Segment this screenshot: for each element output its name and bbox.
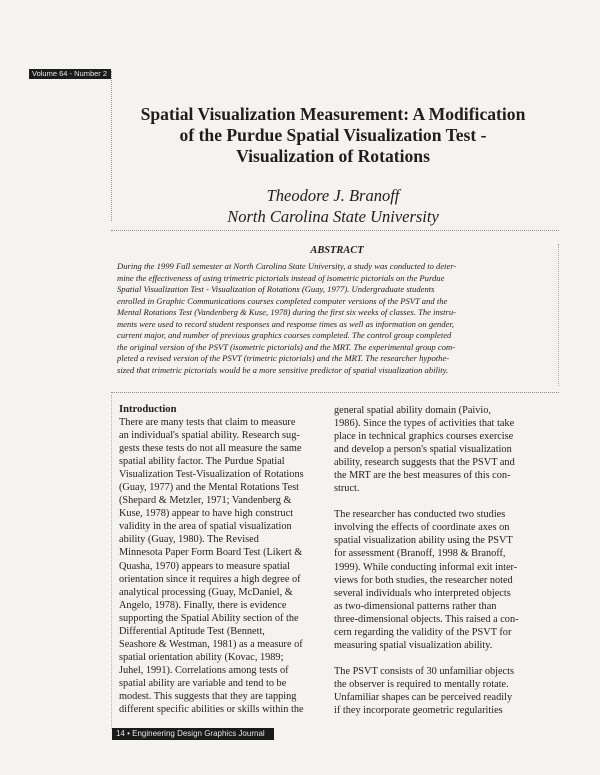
body-line: 1999). While conducting informal exit inter- — [334, 561, 518, 573]
body-line: for assessment (Branoff, 1998 & Branoff, — [334, 548, 506, 560]
body-line: Juhel, 1991). Correlations among tests of — [119, 664, 289, 676]
abstract-line: During the 1999 Fall semester at North Carolina State University, a study was conducted to deter- — [117, 261, 457, 271]
body-line: Minnesota Paper Form Board Test (Likert & — [119, 547, 303, 559]
body-line: ability (Guay, 1980). The Revised — [119, 534, 259, 546]
abstract-heading: ABSTRACT — [310, 245, 364, 256]
body-line: place in technical graphics courses exercise — [334, 431, 514, 443]
page-footer: 14 • Engineering Design Graphics Journal — [112, 728, 274, 740]
article-title — [113, 104, 553, 167]
abstract-line: sized that trimetric pictorials would be a more sensitive predictor of spatial visualization ability. — [117, 364, 449, 375]
body-line: spatial ability are variable and tend to be — [119, 677, 287, 689]
abstract-line: mine the effectiveness of using trimetric pictorials instead of isometric pictorials on the Purdue — [117, 272, 445, 283]
abstract-line: ments were used to record student responses and response times as well as information on gender, — [117, 318, 454, 329]
body-line: views for both studies, the researcher noted — [334, 574, 513, 586]
body-line: gests these tests do not all measure the same — [119, 443, 302, 455]
body-line: an individual's spatial ability. Research sug- — [119, 430, 300, 442]
body-line: cern regarding the validity of the PSVT for — [334, 626, 512, 638]
body-line: analytical processing (Guay, McDaniel, & — [119, 586, 293, 598]
body-line: general spatial ability domain (Paivio, — [334, 405, 491, 416]
abstract-divider — [111, 392, 559, 393]
abstract-line: current major, and number of previous graphics courses completed. The control group completed — [117, 330, 452, 341]
title-divider — [111, 230, 559, 231]
author-name: Theodore J. Branoff — [266, 186, 400, 205]
body-line: struct. — [334, 483, 360, 495]
body-line: Quasha, 1970) appears to measure spatial — [119, 560, 290, 572]
body-line: the MRT are the best measures of this con- — [334, 470, 511, 482]
body-line: several individuals who interpreted objects — [334, 587, 511, 599]
body-line: 1986). Since the types of activities that take — [334, 418, 515, 430]
left-column — [119, 404, 328, 716]
abstract-line: pleted a revised version of the PSVT (trimetric pictorials) and the MRT. The researcher hypothe- — [117, 353, 450, 364]
body-line: involving the effects of coordinate axes on — [334, 522, 510, 534]
body-line: supporting the Spatial Ability section of the — [119, 612, 299, 624]
body-line: Angelo, 1978). Finally, there is evidence — [119, 599, 287, 611]
section-heading: Introduction — [119, 404, 177, 415]
body-line: There are many tests that claim to measure — [119, 417, 296, 428]
body-line: different specific abilities or skills within the — [119, 704, 304, 716]
body-line: The researcher has conducted two studies — [334, 509, 506, 521]
left-margin-rule — [111, 71, 112, 221]
right-column — [334, 404, 543, 717]
abstract-line: the original version of the PSVT (isometric pictorials) and the MRT. The experimental group com- — [117, 341, 456, 352]
author-affiliation: North Carolina State University — [227, 207, 439, 226]
body-line: Kuse, 1978) appear to have high construct — [119, 508, 294, 520]
abstract — [117, 245, 557, 376]
title-line: Visualization of Rotations — [236, 146, 430, 166]
body-line: Differential Aptitude Test (Bennett, — [119, 625, 265, 637]
body-line: (Shepard & Metzler, 1971; Vandenberg & — [119, 495, 292, 507]
title-line: of the Purdue Spatial Visualization Test - — [179, 125, 487, 145]
body-left-rule — [111, 395, 112, 729]
body-line: validity in the area of spatial visualization — [119, 521, 292, 533]
body-line: measuring spatial visualization ability. — [334, 639, 493, 651]
body-line: spatial ability factor. The Purdue Spatial — [119, 456, 285, 468]
body-line: spatial visualization ability using the PSVT — [334, 535, 513, 547]
body-line: and develop a person's spatial visualization — [334, 444, 512, 456]
abstract-line: enrolled in Graphic Communications courses completed computer versions of the PSVT and the — [117, 295, 448, 306]
abstract-line: Mental Rotations Test (Vandenberg & Kuse, 1978) during the first six weeks of classes. The instru- — [117, 307, 457, 318]
body-line: orientation since it requires a high degree of — [119, 573, 301, 585]
body-line: ability, research suggests that the PSVT and — [334, 457, 515, 469]
abstract-line: Spatial Visualization Test - Visualization of Rotations (Guay, 1977). Undergraduate students — [117, 284, 435, 295]
body-line: modest. This suggests that they are tapping — [119, 690, 297, 702]
title-line: Spatial Visualization Measurement: A Modification — [140, 104, 526, 124]
body-line: three-dimensional objects. This raised a con- — [334, 613, 519, 625]
body-line: the observer is required to mentally rotate. — [334, 678, 509, 690]
body-line: if they incorporate geometric regularities — [334, 704, 503, 716]
body-line: The PSVT consists of 30 unfamiliar objects — [334, 665, 514, 677]
body-line: as two-dimensional patterns rather than — [334, 600, 497, 612]
author-block — [113, 185, 553, 227]
body-line: Visualization Test-Visualization of Rotations — [119, 469, 304, 481]
volume-tab: Volume 64 - Number 2 — [29, 69, 111, 79]
body-line: Unfamiliar shapes can be perceived readily — [334, 691, 513, 703]
paragraph-gap — [334, 495, 543, 508]
body-line: Seashore & Westman, 1981) as a measure of — [119, 638, 303, 650]
body-line: spatial orientation ability (Kovac, 1989; — [119, 651, 284, 663]
paragraph-gap — [334, 652, 543, 665]
abstract-right-rule — [558, 244, 559, 386]
body-line: (Guay, 1977) and the Mental Rotations Test — [119, 482, 300, 494]
